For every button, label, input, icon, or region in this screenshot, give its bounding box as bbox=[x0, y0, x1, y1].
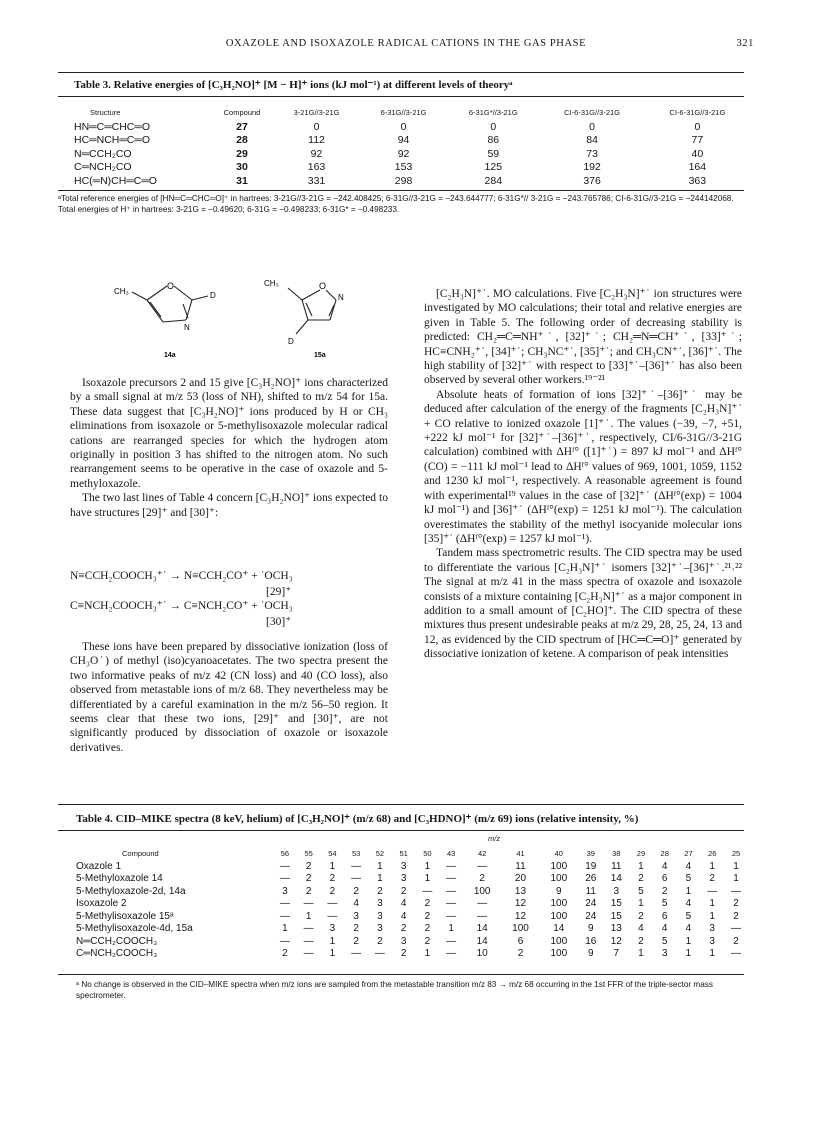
table4-header-cell: 55 bbox=[304, 848, 313, 858]
table-cell: — bbox=[477, 910, 488, 922]
table-cell: 100 bbox=[550, 910, 568, 922]
table-cell: 2 bbox=[424, 923, 431, 935]
table-cell: 125 bbox=[484, 161, 503, 174]
s15a-d: D bbox=[288, 337, 294, 346]
table-row bbox=[74, 134, 750, 148]
table-cell: 13 bbox=[514, 885, 527, 897]
table3-bottom-rule bbox=[58, 190, 744, 191]
table-cell: 14 bbox=[610, 873, 622, 885]
table-cell: 19 bbox=[585, 860, 597, 872]
table-cell: 9 bbox=[556, 885, 562, 897]
table-cell: 100 bbox=[550, 873, 568, 885]
table-cell: 1 bbox=[424, 873, 431, 885]
table4-bottom-rule bbox=[58, 974, 744, 975]
table-cell: 5-Methyloxazole 14 bbox=[76, 873, 163, 885]
table-cell: 2 bbox=[282, 948, 288, 960]
table-cell: 3 bbox=[282, 885, 288, 897]
table-cell: N═CCH₂CO bbox=[74, 147, 132, 160]
table-cell: 20 bbox=[514, 873, 527, 885]
table3-footnote: ᵃTotal reference energies of [HN═C═CHC═O]⁺ in hartrees: 3-21G//3-21G = −242.408425; 6-31G//3-21G = −243.644777; 6-31G*// 3-21G = −243.765786; CI-6-31G//3-21G = −244142068. Total energies of H⁺ in hartrees: 3-21G = −0.49620; 6-31G = −0.498233; 6-31G* = −0.498233. bbox=[58, 194, 734, 214]
table-cell: 2 bbox=[424, 898, 431, 910]
structure-14a bbox=[112, 272, 242, 362]
table-cell: 2 bbox=[353, 935, 359, 947]
table-cell: 31 bbox=[236, 174, 248, 187]
table-row bbox=[76, 923, 748, 936]
table-cell: 298 bbox=[394, 174, 413, 187]
table4-header-cell: 29 bbox=[636, 848, 646, 858]
right-paragraph-2: Absolute heats of formation of ions [32]⁺˙–[36]⁺˙ may be deduced after calculation of the energy of the fragments [C₂H₃N]⁺˙ + CO relative to ionized oxazole [1]⁺˙. The values (−39, −7, +51, +222 kJ mol⁻¹ for [32]⁺˙–[36]⁺˙, respectively, CI/6-31G//3-21G calculation) combined with ΔHᶠ° ([1]⁺˙) = 897 kJ mol⁻¹ and ΔHᶠ° (CO) = −111 kJ mol⁻¹ lead to ΔHᶠ° values of 969, 1001, 1059, 1152 and 1230 kJ mol⁻¹, respectively. A reasonable agreement is found with experimental¹⁹ values in the case of [32]⁺˙ (ΔHᶠ°(exp) = 1004 kJ mol⁻¹) and [36]⁺˙ (ΔHᶠ°(exp) = 1251 kJ mol⁻¹). The calculation overestimates the stability of the methyl isocyanide molecular ions [35]⁺˙ (ΔHᶠ°(exp) = 1257 kJ mol⁻¹). bbox=[424, 388, 742, 545]
table-cell: 1 bbox=[377, 873, 383, 885]
table-cell: — bbox=[731, 923, 742, 935]
table-cell: HC═NCH═C═O bbox=[74, 134, 150, 147]
s14a-ch3: CH₃ bbox=[114, 287, 129, 296]
table3-caption: Table 3. Relative energies of [C₃H₂NO]⁺ [M − H]⁺ ions (kJ mol⁻¹) at different levels of theoryᵃ bbox=[74, 79, 513, 91]
table-cell: 4 bbox=[685, 860, 692, 872]
table4-header-cell: 39 bbox=[586, 848, 595, 858]
table-row bbox=[74, 147, 750, 161]
table-cell: 86 bbox=[487, 134, 500, 147]
table-cell: 2 bbox=[733, 910, 739, 922]
table4-mz-label: m/z bbox=[488, 834, 501, 843]
table4-header-cell: 25 bbox=[731, 848, 741, 858]
table-cell: 1 bbox=[638, 898, 644, 910]
table-cell: 1 bbox=[709, 898, 715, 910]
table-cell: 3 bbox=[661, 948, 668, 960]
table3-header-cell: CI-6-31G//3-21G bbox=[669, 107, 726, 117]
table-cell: 5 bbox=[685, 910, 692, 922]
s14a-d: D bbox=[210, 291, 216, 300]
table-cell: 3 bbox=[400, 935, 407, 947]
table-cell: 164 bbox=[688, 161, 707, 174]
table4-caption-rule bbox=[58, 830, 744, 831]
table-cell: 2 bbox=[424, 935, 431, 947]
table-row bbox=[76, 873, 748, 886]
table4-header-cell: 26 bbox=[708, 848, 717, 858]
table-cell: 3 bbox=[709, 923, 715, 935]
table-cell: — bbox=[446, 898, 457, 910]
table3-header-cell: 6-31G*//3-21G bbox=[468, 107, 518, 117]
table-cell: N═CCH₂COOCH₃ bbox=[76, 935, 158, 947]
table-cell: 1 bbox=[638, 860, 644, 872]
table-cell: 2 bbox=[661, 885, 668, 897]
table-cell: 3 bbox=[400, 873, 407, 885]
table-cell: 1 bbox=[685, 885, 692, 897]
table-cell: 3 bbox=[400, 860, 407, 872]
table-cell: 3 bbox=[353, 910, 359, 922]
table-cell: 12 bbox=[514, 910, 527, 922]
table-cell: — bbox=[279, 860, 290, 872]
table-row bbox=[74, 120, 750, 134]
table-cell: 77 bbox=[691, 134, 704, 147]
s14a-ring-o: O bbox=[167, 281, 175, 291]
table-cell: — bbox=[303, 898, 314, 910]
table-cell: 24 bbox=[585, 910, 597, 922]
s14a-ring-n: N bbox=[184, 323, 190, 332]
table-cell: 59 bbox=[487, 147, 500, 160]
table-cell: 14 bbox=[476, 935, 488, 947]
table-cell: 73 bbox=[586, 147, 598, 160]
table-cell: 2 bbox=[638, 873, 644, 885]
table-cell: 100 bbox=[550, 948, 568, 960]
table-cell: 153 bbox=[394, 161, 413, 174]
equation-1: N≡CCH₂COOCH₃⁺˙ → N≡CCH₂CO⁺ + ˙OCH₃ bbox=[70, 570, 293, 582]
table-cell: 163 bbox=[307, 161, 326, 174]
table-cell: 331 bbox=[307, 174, 326, 187]
table-cell: — bbox=[279, 898, 290, 910]
table-cell: 5 bbox=[661, 935, 668, 947]
table-cell: 5 bbox=[661, 898, 668, 910]
table-row bbox=[76, 885, 748, 898]
table-cell: 6 bbox=[661, 910, 668, 922]
table-cell: 1 bbox=[709, 910, 715, 922]
table-cell: 0 bbox=[313, 120, 320, 133]
left-paragraph-1: Isoxazole precursors 2 and 15 give [C₃H₂NO]⁺ ions characterized by a small signal at m/z 53 (loss of NH), shifted to m/z 54 for 15a. These data suggest that [C₃H₂NO]⁺ ions produced by H or CH₃ eliminations from isoxazole or 5-methylisoxazole molecular radical cations are rearranged species for which the hydrogen atom originally in position 3 has shifted to the nitrogen atom. No such rearrangement seems to be operative in the case of oxazole and 5-methyloxazole. bbox=[70, 377, 388, 490]
table-cell: Oxazole 1 bbox=[76, 860, 122, 872]
table-cell: 40 bbox=[691, 147, 704, 160]
table-cell: 4 bbox=[685, 898, 692, 910]
table-cell: 2 bbox=[638, 935, 644, 947]
table-cell: — bbox=[446, 873, 457, 885]
table-cell: 5 bbox=[685, 873, 692, 885]
right-paragraph-3: Tandem mass spectrometric results. The CID spectra may be used to differentiate the various [C₂H₃N]⁺˙ isomers [32]⁺˙–[36]⁺˙.²¹˒²² The signal at m/z 41 in the mass spectra of oxazole and isoxazole consists of a mixture containing [C₂H₃N]⁺˙ as a major component in addition to a small amount of [C₂HO]⁺. The CID spectra of these mixtures thus present undesirable peaks at m/z 29, 28, 25, 24, 13 and 12, as evidenced by the CID spectrum of [HC═C═O]⁺ generated by dissociative ionization of ketene. A comparison of peak intensities bbox=[424, 547, 742, 661]
table-cell: 284 bbox=[484, 174, 503, 187]
table-cell: 4 bbox=[353, 898, 359, 910]
table-cell: 4 bbox=[661, 923, 668, 935]
table-cell: 100 bbox=[473, 885, 491, 897]
table-cell: 9 bbox=[587, 923, 594, 935]
table-cell: 1 bbox=[709, 948, 715, 960]
table-cell: 1 bbox=[709, 860, 715, 872]
table-cell: 3 bbox=[709, 935, 715, 947]
table-cell: 3 bbox=[377, 923, 383, 935]
table-cell: 2 bbox=[377, 885, 383, 897]
table4-header-cell: 41 bbox=[516, 848, 525, 858]
table-cell: 3 bbox=[377, 910, 383, 922]
table-cell: 1 bbox=[305, 910, 312, 922]
structure-15a bbox=[262, 272, 372, 362]
table-cell: 15 bbox=[610, 910, 622, 922]
right-column bbox=[424, 287, 742, 662]
table-cell: 2 bbox=[424, 910, 431, 922]
table-cell: 4 bbox=[400, 910, 407, 922]
table-row bbox=[76, 898, 748, 911]
table3-header-cell: 3-21G//3-21G bbox=[293, 107, 340, 117]
table-row bbox=[74, 174, 750, 188]
left-column-top bbox=[70, 376, 388, 520]
table-cell: — bbox=[477, 860, 488, 872]
table-cell: 2 bbox=[329, 885, 336, 897]
table-cell: — bbox=[351, 948, 362, 960]
table-row bbox=[74, 161, 750, 175]
table-cell: — bbox=[446, 948, 457, 960]
table-cell: — bbox=[327, 898, 338, 910]
table-cell: 1 bbox=[685, 935, 692, 947]
table-cell: — bbox=[327, 910, 338, 922]
table-cell: 1 bbox=[329, 935, 336, 947]
table-cell: — bbox=[374, 948, 385, 960]
table-cell: 0 bbox=[400, 120, 407, 133]
table-cell: HC(═N)CH═C═O bbox=[74, 174, 157, 187]
table-cell: — bbox=[477, 898, 488, 910]
table-cell: 2 bbox=[709, 873, 715, 885]
table-cell: 14 bbox=[553, 923, 565, 935]
table-cell: 4 bbox=[661, 860, 668, 872]
table-cell: 3 bbox=[613, 885, 620, 897]
table3-top-rule bbox=[58, 72, 744, 73]
table-cell: C═NCH₂CO bbox=[74, 161, 132, 174]
table-cell: 4 bbox=[400, 898, 407, 910]
table-cell: 15 bbox=[610, 898, 622, 910]
table-cell: 363 bbox=[688, 174, 707, 187]
table-cell: 94 bbox=[397, 134, 410, 147]
table-cell: 2 bbox=[733, 935, 739, 947]
table-cell: 9 bbox=[587, 948, 594, 960]
table-cell: 112 bbox=[308, 134, 325, 147]
table-cell: 1 bbox=[733, 873, 739, 885]
table-row bbox=[76, 948, 748, 961]
table-cell: Isoxazole 2 bbox=[76, 898, 127, 910]
table-cell: 2 bbox=[353, 923, 359, 935]
table-cell: 2 bbox=[638, 910, 644, 922]
table-cell: — bbox=[731, 948, 742, 960]
table-cell: 16 bbox=[585, 935, 597, 947]
table-cell: — bbox=[303, 935, 314, 947]
table4-header-cell: 38 bbox=[612, 848, 621, 858]
table-cell: — bbox=[707, 885, 718, 897]
table4-header-cell: 28 bbox=[660, 848, 669, 858]
table-cell: — bbox=[422, 885, 433, 897]
table-cell: 2 bbox=[353, 885, 359, 897]
table-cell: 5 bbox=[638, 885, 644, 897]
table4-header-row bbox=[76, 846, 748, 860]
table-cell: 1 bbox=[638, 948, 644, 960]
table-cell: 2 bbox=[305, 873, 312, 885]
table-cell: 6 bbox=[661, 873, 668, 885]
table-cell: — bbox=[351, 860, 362, 872]
table-cell: HN═C═CHC═O bbox=[74, 120, 150, 133]
table4-header-cell: 40 bbox=[554, 848, 563, 858]
table-cell: 2 bbox=[517, 948, 524, 960]
table-cell: 2 bbox=[400, 923, 407, 935]
table-cell: 12 bbox=[514, 898, 527, 910]
table-cell: 5-Methylisoxazole-4d, 15a bbox=[76, 923, 193, 935]
table-cell: — bbox=[446, 885, 457, 897]
s15a-ring-n: N bbox=[338, 293, 344, 302]
table-cell: 5-Methyloxazole-2d, 14a bbox=[76, 885, 186, 897]
table-cell: 2 bbox=[377, 935, 383, 947]
table-cell: 24 bbox=[585, 898, 597, 910]
left-column-bottom bbox=[70, 640, 388, 755]
table4-header-cell: 56 bbox=[280, 848, 290, 858]
table4-header-cell: 51 bbox=[399, 848, 408, 858]
table3-header-cell: Structure bbox=[90, 107, 121, 117]
table-cell: 1 bbox=[424, 860, 431, 872]
table-cell: 1 bbox=[329, 948, 336, 960]
table-cell: 100 bbox=[550, 860, 568, 872]
table4-header-cell: 53 bbox=[351, 848, 361, 858]
table-cell: 1 bbox=[448, 923, 454, 935]
table4 bbox=[76, 846, 748, 960]
table-cell: 2 bbox=[305, 885, 312, 897]
equation-2-label: [30]⁺ bbox=[266, 616, 292, 628]
left-paragraph-3: These ions have been prepared by dissociative ionization (loss of CH₃O˙) of methyl (iso)cyanoacetates. The two spectra present the two informative peaks of m/z 42 (CN loss) and 40 (CO loss), also observed from metastable ions of m/z 68. They nevertheless may be differentiated by a careful examination in the m/z 56–50 region. It seems clear that these two ions, [29]⁺ and [30]⁺, are not significantly produced by dissociation of oxazole or isoxazole derivatives. bbox=[70, 641, 388, 754]
table-cell: 4 bbox=[638, 923, 644, 935]
table-cell: 100 bbox=[550, 935, 568, 947]
table4-footnote: ᵃ No change is observed in the CID–MIKE spectra when m/z ions are sampled from the metastable transition m/z 83 → m/z 68 occurring in the 1st FFR of the triple-sector mass spectrometer. bbox=[76, 980, 713, 1000]
table-row bbox=[76, 935, 748, 948]
table-cell: 11 bbox=[611, 860, 622, 872]
table-cell: 0 bbox=[490, 120, 497, 133]
table-cell: 27 bbox=[236, 120, 248, 133]
table-cell: 29 bbox=[236, 147, 248, 160]
table-cell: — bbox=[279, 935, 290, 947]
table-cell: 2 bbox=[305, 860, 312, 872]
table-cell: 12 bbox=[610, 935, 622, 947]
table-cell: — bbox=[446, 935, 457, 947]
table-cell: C═NCH₂COOCH₃ bbox=[76, 948, 158, 960]
table4-top-rule bbox=[58, 804, 744, 805]
table-cell: 1 bbox=[424, 948, 431, 960]
right-paragraph-1: [C₂H₃N]⁺˙. MO calculations. Five [C₂H₃N]⁺˙ ion structures were investigated by MO calculations; their total and relative energies are given in Table 5. The following order of decreasing stability is predicted: CH₂═C═NH⁺˙, [32]⁺˙; CH₂═N═CH⁺˙, [33]⁺˙; HC≡CNH₂⁺˙, [34]⁺˙; CH₃NC⁺˙, [35]⁺˙; and CH₃CN⁺˙, [36]⁺˙. The high stability of [32]⁺˙ with respect to [33]⁺˙–[36]⁺˙ has also been observed by several other workers.¹⁹⁻²¹ bbox=[424, 288, 742, 387]
table-cell: 1 bbox=[685, 948, 692, 960]
equation-1-label: [29]⁺ bbox=[266, 586, 292, 598]
table3 bbox=[74, 104, 750, 188]
table-cell: 7 bbox=[613, 948, 620, 960]
table-cell: 84 bbox=[586, 134, 598, 147]
table-cell: 2 bbox=[733, 898, 739, 910]
table-cell: 0 bbox=[694, 120, 701, 133]
table-cell: — bbox=[446, 860, 457, 872]
table-cell: 100 bbox=[550, 898, 568, 910]
table3-header-cell: Compound bbox=[223, 107, 261, 117]
table-cell: 2 bbox=[400, 885, 407, 897]
table-cell: 11 bbox=[585, 885, 596, 897]
table-cell: 0 bbox=[589, 120, 596, 133]
table-cell: — bbox=[279, 910, 290, 922]
table-cell: 30 bbox=[236, 161, 248, 174]
table-cell: 14 bbox=[476, 923, 488, 935]
table-cell: 1 bbox=[733, 860, 739, 872]
table3-caption-rule bbox=[58, 96, 744, 97]
table-cell: 2 bbox=[479, 873, 485, 885]
table-cell: 6 bbox=[517, 935, 524, 947]
table3-header-cell: 6-31G//3-21G bbox=[380, 107, 427, 117]
table-cell: — bbox=[731, 885, 742, 897]
page-number: 321 bbox=[736, 38, 754, 49]
s15a-ch3: CH₃ bbox=[264, 279, 279, 288]
table4-caption: Table 4. CID–MIKE spectra (8 keV, helium) of [C₃H₂NO]⁺ (m/z 68) and [C₃HDNO]⁺ (m/z 69) ions (relative intensity, %) bbox=[76, 813, 639, 825]
table-cell: 28 bbox=[236, 134, 248, 147]
table4-header-cell: 52 bbox=[375, 848, 385, 858]
table-cell: 2 bbox=[329, 873, 336, 885]
table-cell: 4 bbox=[685, 923, 692, 935]
table-cell: — bbox=[303, 923, 314, 935]
table-cell: — bbox=[446, 910, 457, 922]
table4-header-cell: 54 bbox=[328, 848, 337, 858]
table-cell: 10 bbox=[476, 948, 488, 960]
table-row bbox=[76, 910, 748, 923]
left-paragraph-2: The two last lines of Table 4 concern [C₃H₂NO]⁺ ions expected to have structures [29]⁺ and [30]⁺: bbox=[70, 492, 388, 519]
table3-header-row bbox=[74, 104, 750, 120]
table-cell: 3 bbox=[377, 898, 383, 910]
table-cell: 92 bbox=[310, 147, 323, 160]
table-cell: 376 bbox=[583, 174, 601, 187]
table4-header-cell: 50 bbox=[423, 848, 432, 858]
table-cell: 100 bbox=[512, 923, 529, 935]
table4-header-cell: Compound bbox=[122, 848, 159, 858]
table-cell: 11 bbox=[515, 860, 526, 872]
table4-header-cell: 43 bbox=[446, 848, 456, 858]
table-cell: 192 bbox=[583, 161, 601, 174]
table-cell: 5-Methylisoxazole 15ᵃ bbox=[76, 910, 174, 922]
table-cell: 92 bbox=[397, 147, 410, 160]
table-cell: 1 bbox=[282, 923, 288, 935]
table-cell: 3 bbox=[329, 923, 336, 935]
s14a-label: 14a bbox=[164, 352, 176, 359]
s15a-label: 15a bbox=[314, 352, 326, 359]
running-title: OXAZOLE AND ISOXAZOLE RADICAL CATIONS IN THE GAS PHASE bbox=[225, 38, 587, 49]
table-cell: 1 bbox=[377, 860, 383, 872]
table-cell: 26 bbox=[585, 873, 597, 885]
equation-2: C≡NCH₂COOCH₃⁺˙ → C≡NCH₂CO⁺ + ˙OCH₃ bbox=[70, 600, 293, 612]
table-cell: — bbox=[279, 873, 290, 885]
table-cell: 13 bbox=[610, 923, 622, 935]
table-cell: — bbox=[303, 948, 314, 960]
table4-header-cell: 42 bbox=[477, 848, 487, 858]
table4-header-cell: 27 bbox=[684, 848, 693, 858]
table-cell: 1 bbox=[329, 860, 336, 872]
table-row bbox=[76, 860, 748, 873]
table-cell: 2 bbox=[400, 948, 407, 960]
table3-header-cell: CI-6-31G//3-21G bbox=[564, 107, 621, 117]
table-cell: — bbox=[351, 873, 362, 885]
s15a-ring-o: O bbox=[319, 281, 327, 291]
